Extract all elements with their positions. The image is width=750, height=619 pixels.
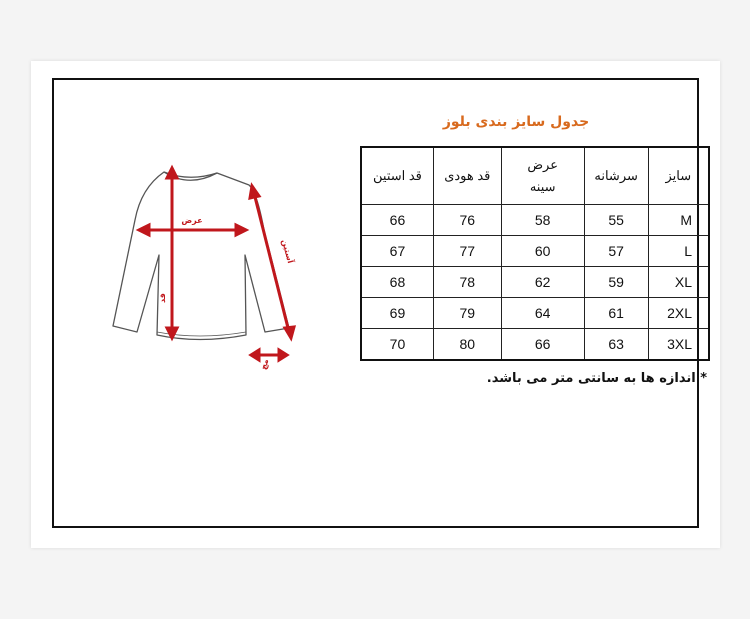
header-hoodie-length: قد هودی [433, 147, 501, 205]
table-row [361, 205, 709, 236]
size-table [360, 146, 710, 361]
cell-shoulder: 63 [584, 329, 648, 361]
cell-sleeve: 69 [361, 298, 433, 329]
label-cuff: مچ [258, 358, 271, 371]
cell-sleeve: 68 [361, 267, 433, 298]
header-sleeve-length: قد استین [361, 147, 433, 205]
shirt-measurement-diagram [99, 160, 339, 400]
cell-chest: 62 [501, 267, 584, 298]
measure-labels [158, 216, 296, 371]
cell-length: 79 [433, 298, 501, 329]
cell-chest: 66 [501, 329, 584, 361]
cell-length: 80 [433, 329, 501, 361]
label-width: عرض [181, 216, 203, 225]
cell-size: 3XL [648, 329, 709, 361]
table-row [361, 236, 709, 267]
header-size: سایز [648, 147, 709, 205]
cell-shoulder: 61 [584, 298, 648, 329]
cell-length: 78 [433, 267, 501, 298]
units-note: * اندازه ها به سانتی متر می باشد. [486, 371, 707, 386]
cell-size: M [648, 205, 709, 236]
size-chart-frame [52, 78, 707, 528]
cell-chest: 64 [501, 298, 584, 329]
cell-sleeve: 67 [361, 236, 433, 267]
cell-length: 76 [433, 205, 501, 236]
label-sleeve: آستین [279, 238, 295, 265]
table-row [361, 267, 709, 298]
header-chest-width: عرض سینه [501, 147, 584, 205]
cell-shoulder: 59 [584, 267, 648, 298]
cell-chest: 58 [501, 205, 584, 236]
shirt-outline [113, 172, 289, 340]
table-header-row [361, 147, 709, 205]
header-shoulder: سرشانه [584, 147, 648, 205]
cell-chest: 60 [501, 236, 584, 267]
label-length: قد [158, 293, 167, 303]
cell-size: 2XL [648, 298, 709, 329]
cell-size: XL [648, 267, 709, 298]
cell-size: L [648, 236, 709, 267]
table-row [361, 298, 709, 329]
cell-sleeve: 66 [361, 205, 433, 236]
chart-title: جدول سایز بندی بلوز [442, 114, 590, 130]
cell-length: 77 [433, 236, 501, 267]
cell-shoulder: 57 [584, 236, 648, 267]
cell-shoulder: 55 [584, 205, 648, 236]
size-chart-sheet [31, 61, 720, 548]
cell-sleeve: 70 [361, 329, 433, 361]
table-row [361, 329, 709, 361]
